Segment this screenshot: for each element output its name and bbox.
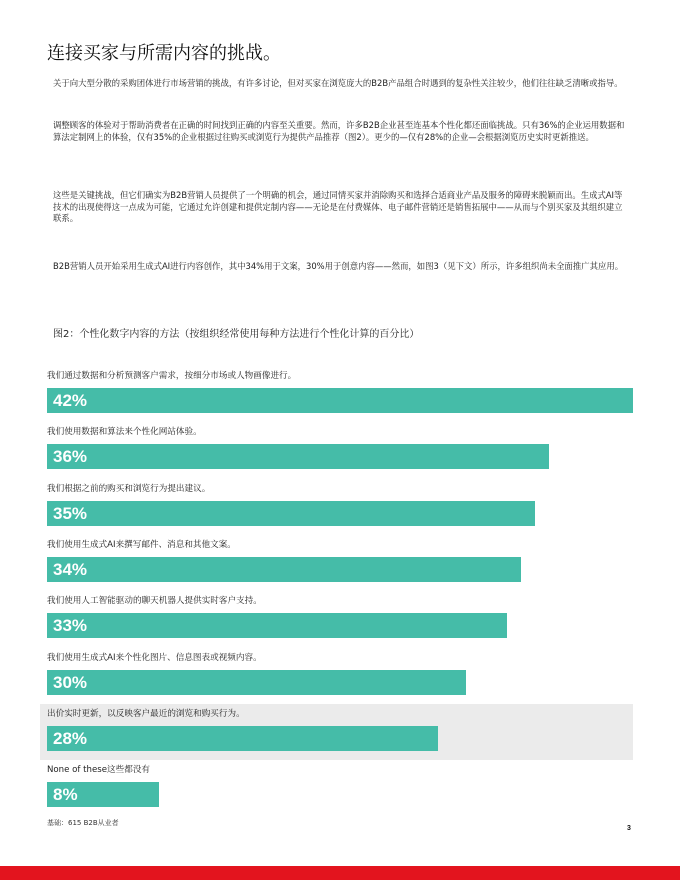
bar: [47, 726, 438, 751]
bar: [47, 670, 466, 695]
bar-row: [40, 760, 632, 816]
bar-row: [40, 422, 632, 478]
bar: [47, 613, 507, 638]
page-number: 3: [627, 825, 631, 832]
figure-caption: 图2：个性化数字内容的方法（按组织经常使用每种方法进行个性化计算的百分比）: [53, 329, 420, 340]
bar-category-label: 我们使用生成式AI来撰写邮件、消息和其他文案。: [47, 539, 236, 550]
bar: [47, 557, 521, 582]
bar-category-label: None of these这些都没有: [47, 765, 151, 776]
bar-category-label: 我们使用生成式AI来个性化图片、信息图表或视频内容。: [47, 652, 262, 663]
generative-ai-paragraph: B2B营销人员开始采用生成式AI进行内容创作，其中34%用于文案，30%用于创意内容——然而，如图3（见下文）所示，许多组织尚未全面推广其应用。: [53, 261, 624, 271]
bar-value-label: 33%: [53, 616, 88, 636]
bar-value-label: 42%: [53, 391, 88, 410]
bar-value-label: 28%: [53, 728, 88, 748]
bar-category-label: 我们根据之前的购买和浏览行为提出建议。: [47, 483, 211, 494]
personalization-paragraph: 调整顾客的体验对于帮助消费者在正确的时间找到正确的内容至关重要。然而，许多B2B企业甚至连基本个性化都还面临挑战。只有36%的企业运用数据和算法定制网上的体验，仅有35%的企业根据过往购买或浏览行为提供产品推荐（图2）。更少的—仅有28%的企业—会根据浏览历史实时更新推送。: [53, 120, 625, 142]
bar-row: [40, 704, 633, 760]
bar: [47, 444, 549, 469]
bar-category-label: 我们通过数据和分析预测客户需求，按细分市场或人物画像进行。: [47, 371, 297, 381]
bar-row: [40, 648, 632, 704]
footer-accent-strip: [0, 866, 680, 880]
bar: [47, 388, 633, 413]
bar-value-label: 8%: [53, 785, 78, 805]
opportunity-paragraph: 这些是关键挑战，但它们确实为B2B营销人员提供了一个明确的机会，通过同情买家并消除购买和选择合适商业产品及服务的障碍来脱颖而出。生成式AI等技术的出现使得这一点成为可能，它通过允许创建和提供定制内容——无论是在付费媒体、电子邮件营销还是销售拓展中——从而与个别买家及其组织建立联系。: [53, 190, 623, 223]
bar-category-label: 我们使用数据和算法来个性化网站体验。: [47, 427, 202, 438]
bar-value-label: 36%: [53, 447, 88, 467]
bar: [47, 782, 159, 807]
intro-paragraph: 关于向大型分散的采购团体进行市场营销的挑战，有许多讨论，但对买家在浏览庞大的B2B产品组合时遇到的复杂性关注较少，他们往往缺乏清晰或指导。: [53, 78, 623, 88]
bar-value-label: 30%: [53, 672, 88, 692]
page-title: 连接买家与所需内容的挑战。: [47, 43, 281, 64]
bar-row: [40, 479, 632, 535]
bar-value-label: 35%: [53, 503, 88, 523]
bar-row: [40, 591, 632, 647]
bar-value-label: 34%: [53, 559, 88, 579]
base-note: 基础：615 B2B从业者: [47, 819, 119, 827]
bar-row: [40, 535, 632, 591]
bar: [47, 501, 535, 526]
bar-category-label: 我们使用人工智能驱动的聊天机器人提供实时客户支持。: [47, 596, 262, 607]
bar-category-label: 出价实时更新，以反映客户最近的浏览和购买行为。: [47, 708, 245, 719]
bar-row: [40, 366, 632, 422]
